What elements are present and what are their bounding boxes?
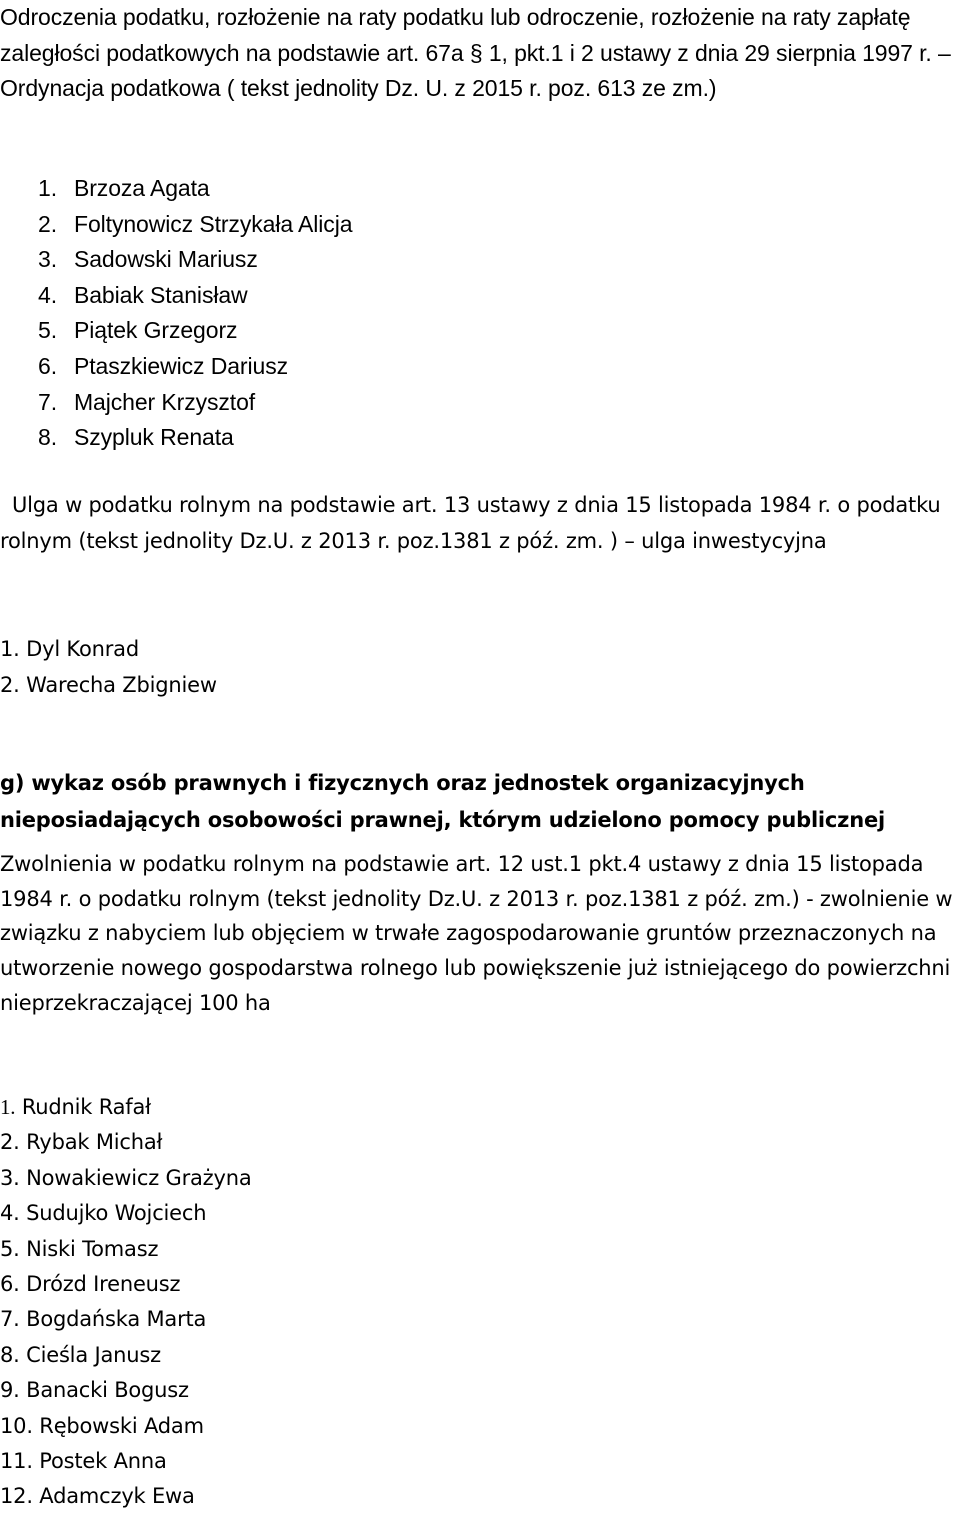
- list-number: 10.: [0, 1413, 33, 1438]
- list-item: [0, 1444, 252, 1479]
- list-name: Piątek Grzegorz: [74, 317, 238, 344]
- list-name: Ptaszkiewicz Dariusz: [74, 352, 288, 379]
- list-item: [0, 1125, 252, 1160]
- exemption-paragraph: Zwolnienia w podatku rolnym na podstawie art. 12 ust.1 pkt.4 ustawy z dnia 15 listopada 1984 r. o podatku rolnym (tekst jednolity Dz.U. z 2013 r. poz.1381 z póź. zm.) - zwolnienie w związku z nabyciem lub objęciem w trwałe zagospodarowanie gruntów przeznaczonych na utworzenie nowego gospodarstwa rolnego lub powiększenie już istniejącego do powierzchni nieprzekraczającej 100 ha: [0, 852, 953, 1015]
- list-item: [0, 1090, 252, 1125]
- investment-relief-paragraph: Ulga w podatku rolnym na podstawie art. 13 ustawy z dnia 15 listopada 1984 r. o podatku rolnym (tekst jednolity Dz.U. z 2013 r. poz.1381 z póź. zm. ) – ulga inwestycyjna: [0, 493, 941, 553]
- list-item: [38, 242, 352, 278]
- exemption-list: [0, 1090, 252, 1515]
- list-item: [38, 313, 352, 349]
- list-number: 7.: [0, 1307, 20, 1332]
- list-number: 11.: [0, 1448, 33, 1473]
- section-g-line2: nieposiadających osobowości prawnej, którym udzielono pomocy publicznej: [0, 808, 885, 832]
- list-number: 6.: [0, 1271, 20, 1296]
- list-item: [0, 1338, 252, 1373]
- list-name: Brzoza Agata: [74, 175, 210, 201]
- list-name: Nowakiewicz Grażyna: [26, 1165, 252, 1190]
- list-name: Banacki Bogusz: [26, 1378, 189, 1403]
- list-number: 1.: [38, 175, 57, 201]
- list-item: [0, 1196, 252, 1231]
- list-name: Drózd Ireneusz: [26, 1271, 181, 1296]
- list-item: [0, 1302, 252, 1337]
- list-item: [38, 420, 352, 456]
- list-name: Dyl Konrad: [26, 637, 139, 661]
- list-name: Rybak Michał: [26, 1130, 163, 1155]
- list-item: [38, 171, 352, 207]
- list-number: 1.: [0, 637, 20, 661]
- list-number: 2.: [38, 210, 57, 237]
- list-number: 5.: [0, 1236, 20, 1261]
- list-number: 2.: [0, 673, 20, 697]
- list-number: 9.: [0, 1378, 20, 1403]
- list-item: [0, 631, 217, 667]
- list-number: 4.: [38, 281, 57, 308]
- list-number: 3.: [38, 246, 57, 273]
- list-name: Szypluk Renata: [74, 424, 234, 451]
- list-name: Foltynowicz Strzykała Alicja: [74, 210, 353, 237]
- section-g-line1: g) wykaz osób prawnych i fizycznych oraz jednostek organizacyjnych: [0, 771, 805, 795]
- list-name: Majcher Krzysztof: [74, 388, 256, 415]
- list-item: [38, 278, 352, 314]
- list-item: [0, 1373, 252, 1408]
- list-number: 5.: [38, 317, 57, 344]
- list-name: Sadowski Mariusz: [74, 246, 258, 273]
- list-number: 8.: [0, 1342, 20, 1367]
- investment-relief-list: [0, 631, 217, 703]
- list-item: [0, 1409, 252, 1444]
- list-item: [0, 667, 217, 703]
- list-number: 4.: [0, 1201, 20, 1226]
- section-g-heading: [0, 765, 960, 839]
- list-item: [0, 1232, 252, 1267]
- list-item: [0, 1161, 252, 1196]
- list-name: Sudujko Wojciech: [26, 1201, 207, 1226]
- deferral-list: [38, 171, 352, 456]
- intro-paragraph: Odroczenia podatku, rozłożenie na raty podatku lub odroczenie, rozłożenie na raty zapłatę zaległości podatkowych na podstawie art. 67a § 1, pkt.1 i 2 ustawy z dnia 29 sierpnia 1997 r. – Ordynacja podatkowa ( tekst jednolity Dz. U. z 2015 r. poz. 613 ze zm.): [0, 4, 951, 101]
- list-item: [38, 207, 352, 243]
- list-name: Rudnik Rafał: [21, 1095, 151, 1119]
- list-number: 7.: [38, 388, 57, 415]
- list-name: Postek Anna: [39, 1448, 167, 1473]
- list-name: Adamczyk Ewa: [39, 1484, 195, 1509]
- list-item: [38, 349, 352, 385]
- list-item: [38, 385, 352, 421]
- list-name: Niski Tomasz: [26, 1236, 159, 1261]
- list-item: [0, 1479, 252, 1514]
- list-number: 1.: [0, 1095, 16, 1119]
- list-number: 8.: [38, 424, 57, 451]
- list-name: Cieśla Janusz: [26, 1342, 161, 1367]
- list-name: Warecha Zbigniew: [26, 673, 217, 697]
- list-name: Babiak Stanisław: [74, 281, 248, 308]
- list-number: 3.: [0, 1165, 20, 1190]
- list-number: 2.: [0, 1130, 20, 1155]
- list-number: 12.: [0, 1484, 33, 1509]
- list-name: Bogdańska Marta: [26, 1307, 207, 1332]
- list-number: 6.: [38, 352, 57, 379]
- list-name: Rębowski Adam: [39, 1413, 204, 1438]
- list-item: [0, 1267, 252, 1302]
